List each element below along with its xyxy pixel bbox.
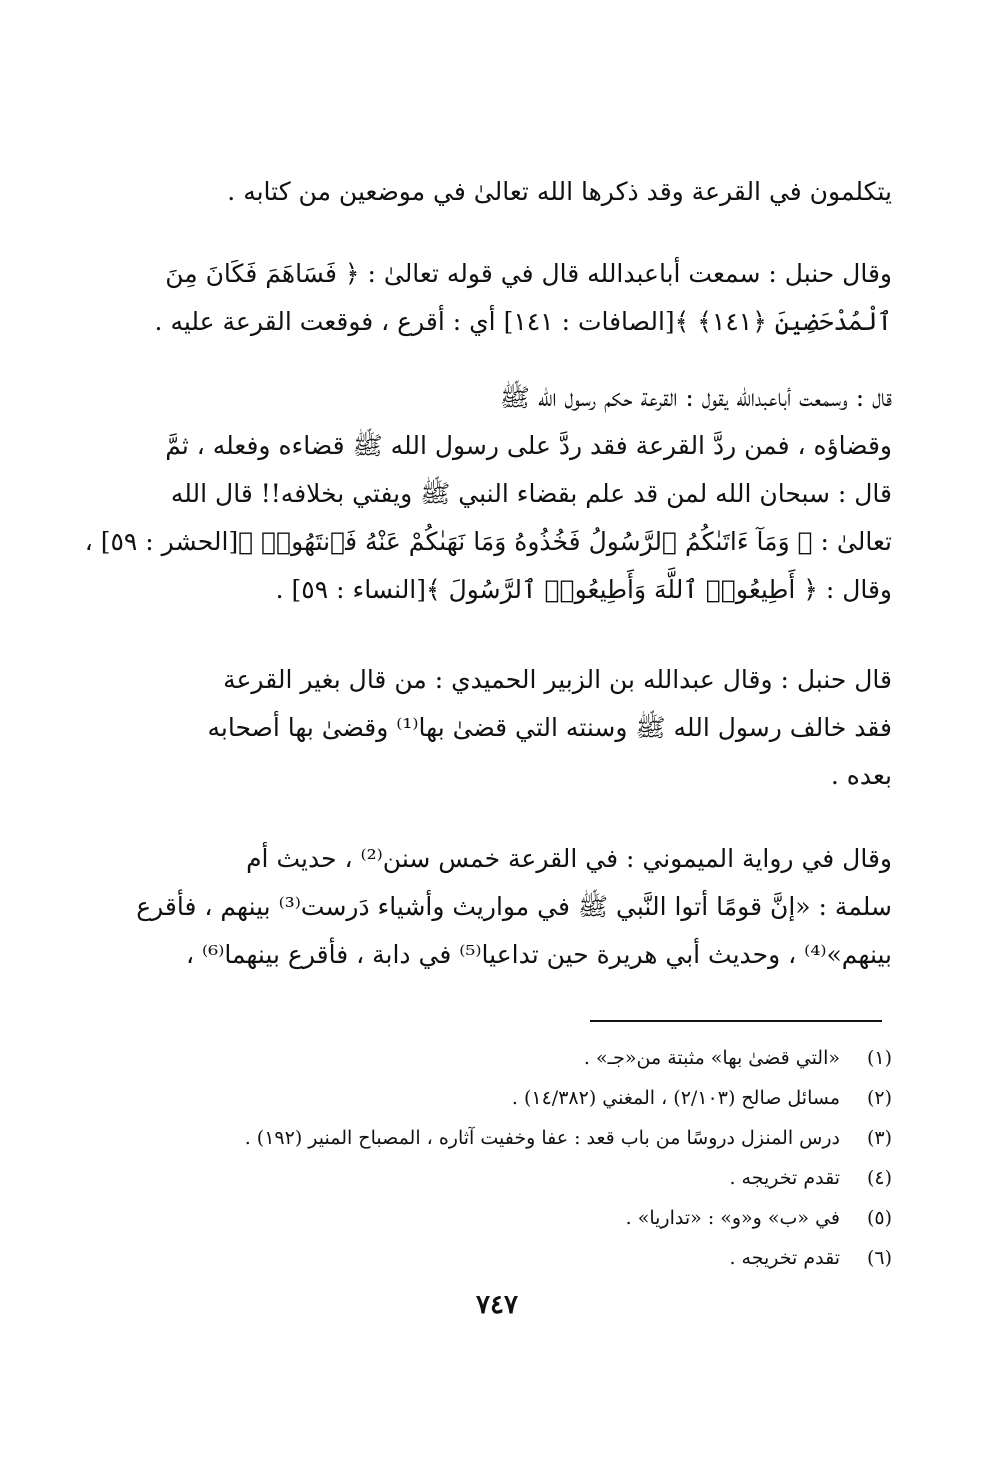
footnote-number: (٥): [866, 1207, 892, 1229]
footnote-text: تقدم تخريجه .: [729, 1247, 840, 1269]
paragraph-5: [110, 835, 892, 979]
footnote-item: [110, 1238, 892, 1278]
footnote-number: (٢): [866, 1087, 892, 1109]
paragraph-3: [84, 374, 892, 614]
text-line: قال : وسمعت أباعبدالله يقول : القرعة حكم رسول الله ﷺ: [499, 383, 892, 412]
text-line: فقد خالف رسول الله ﷺ وسنته التي قضىٰ بها⁽¹⁾ وقضىٰ بها أصحابه: [207, 713, 892, 742]
paragraph-1: [110, 168, 892, 216]
footnote-item: [110, 1158, 892, 1198]
footnote-item: [110, 1078, 892, 1118]
text-line: وقال في رواية الميموني : في القرعة خمس سنن⁽²⁾ ، حديث أم: [246, 844, 892, 873]
text-line: يتكلمون في القرعة وقد ذكرها الله تعالىٰ في موضعين من كتابه .: [227, 177, 892, 206]
footnote-number: (٦): [866, 1247, 892, 1269]
footnote-item: [110, 1038, 892, 1078]
footnote-item: [110, 1198, 892, 1238]
text-line: بينهم»⁽⁴⁾ ، وحديث أبي هريرة حين تداعيا⁽⁵⁾ في دابة ، فأقرع بينهما⁽⁶⁾ ،: [186, 940, 892, 969]
footnote-divider: [590, 1020, 882, 1022]
footnote-number: (٤): [866, 1167, 892, 1189]
text-line: وقضاؤه ، فمن ردَّ القرعة فقد ردَّ على رسول الله ﷺ قضاءه وفعله ، ثمَّ: [165, 431, 892, 460]
paragraph-4: [110, 656, 892, 800]
footnote-text: درس المنزل دروسًا من باب قعد : عفا وخفيت آثاره ، المصباح المنير (١٩٢) .: [244, 1127, 840, 1149]
text-line: وقال حنبل : سمعت أباعبدالله قال في قوله تعالىٰ : ﴿ فَسَاهَمَ فَكَانَ مِنَ: [165, 259, 892, 288]
page-number: ٧٤٧: [476, 1290, 518, 1320]
text-line: وقال : ﴿ أَطِيعُوا۟ ٱللَّهَ وَأَطِيعُوا۟ ٱلرَّسُولَ ﴾[النساء : ٥٩] .: [275, 575, 892, 604]
paragraph-2: [110, 250, 892, 346]
text-line: ٱلْمُدْحَضِينَ ﴿١٤١﴾ ﴾[الصافات : ١٤١] أي : أقرع ، فوقعت القرعة عليه .: [154, 307, 892, 336]
text-line: بعده .: [830, 761, 892, 790]
text-line: قال حنبل : وقال عبدالله بن الزبير الحميدي : من قال بغير القرعة: [223, 665, 892, 694]
footnote-text: «التي قضىٰ بها» مثبتة من«جـ» .: [583, 1047, 840, 1069]
footnote-item: [110, 1118, 892, 1158]
text-line: تعالىٰ : ﴿ وَمَآ ءَاتَىٰكُمُ ٱلرَّسُولُ فَخُذُوهُ وَمَا نَهَىٰكُمْ عَنْهُ فَٱنتَهُوا۟ ﴾[الحشر : ٥٩] ،: [84, 527, 892, 556]
footnote-number: (٣): [866, 1127, 892, 1149]
footnote-text: تقدم تخريجه .: [729, 1167, 840, 1189]
text-line: سلمة : «إنَّ قومًا أتوا النَّبي ﷺ في مواريث وأشياء دَرست⁽³⁾ بينهم ، فأقرع: [136, 892, 892, 921]
footnote-text: مسائل صالح (٢/١٠٣) ، المغني (١٤/٣٨٢) .: [511, 1087, 840, 1109]
footnotes: [110, 1038, 892, 1278]
footnote-text: في «ب» و«و» : «تداريا» .: [625, 1207, 840, 1229]
text-line: قال : سبحان الله لمن قد علم بقضاء النبي ﷺ ويفتي بخلافه!! قال الله: [170, 479, 892, 508]
footnote-number: (١): [866, 1047, 892, 1069]
